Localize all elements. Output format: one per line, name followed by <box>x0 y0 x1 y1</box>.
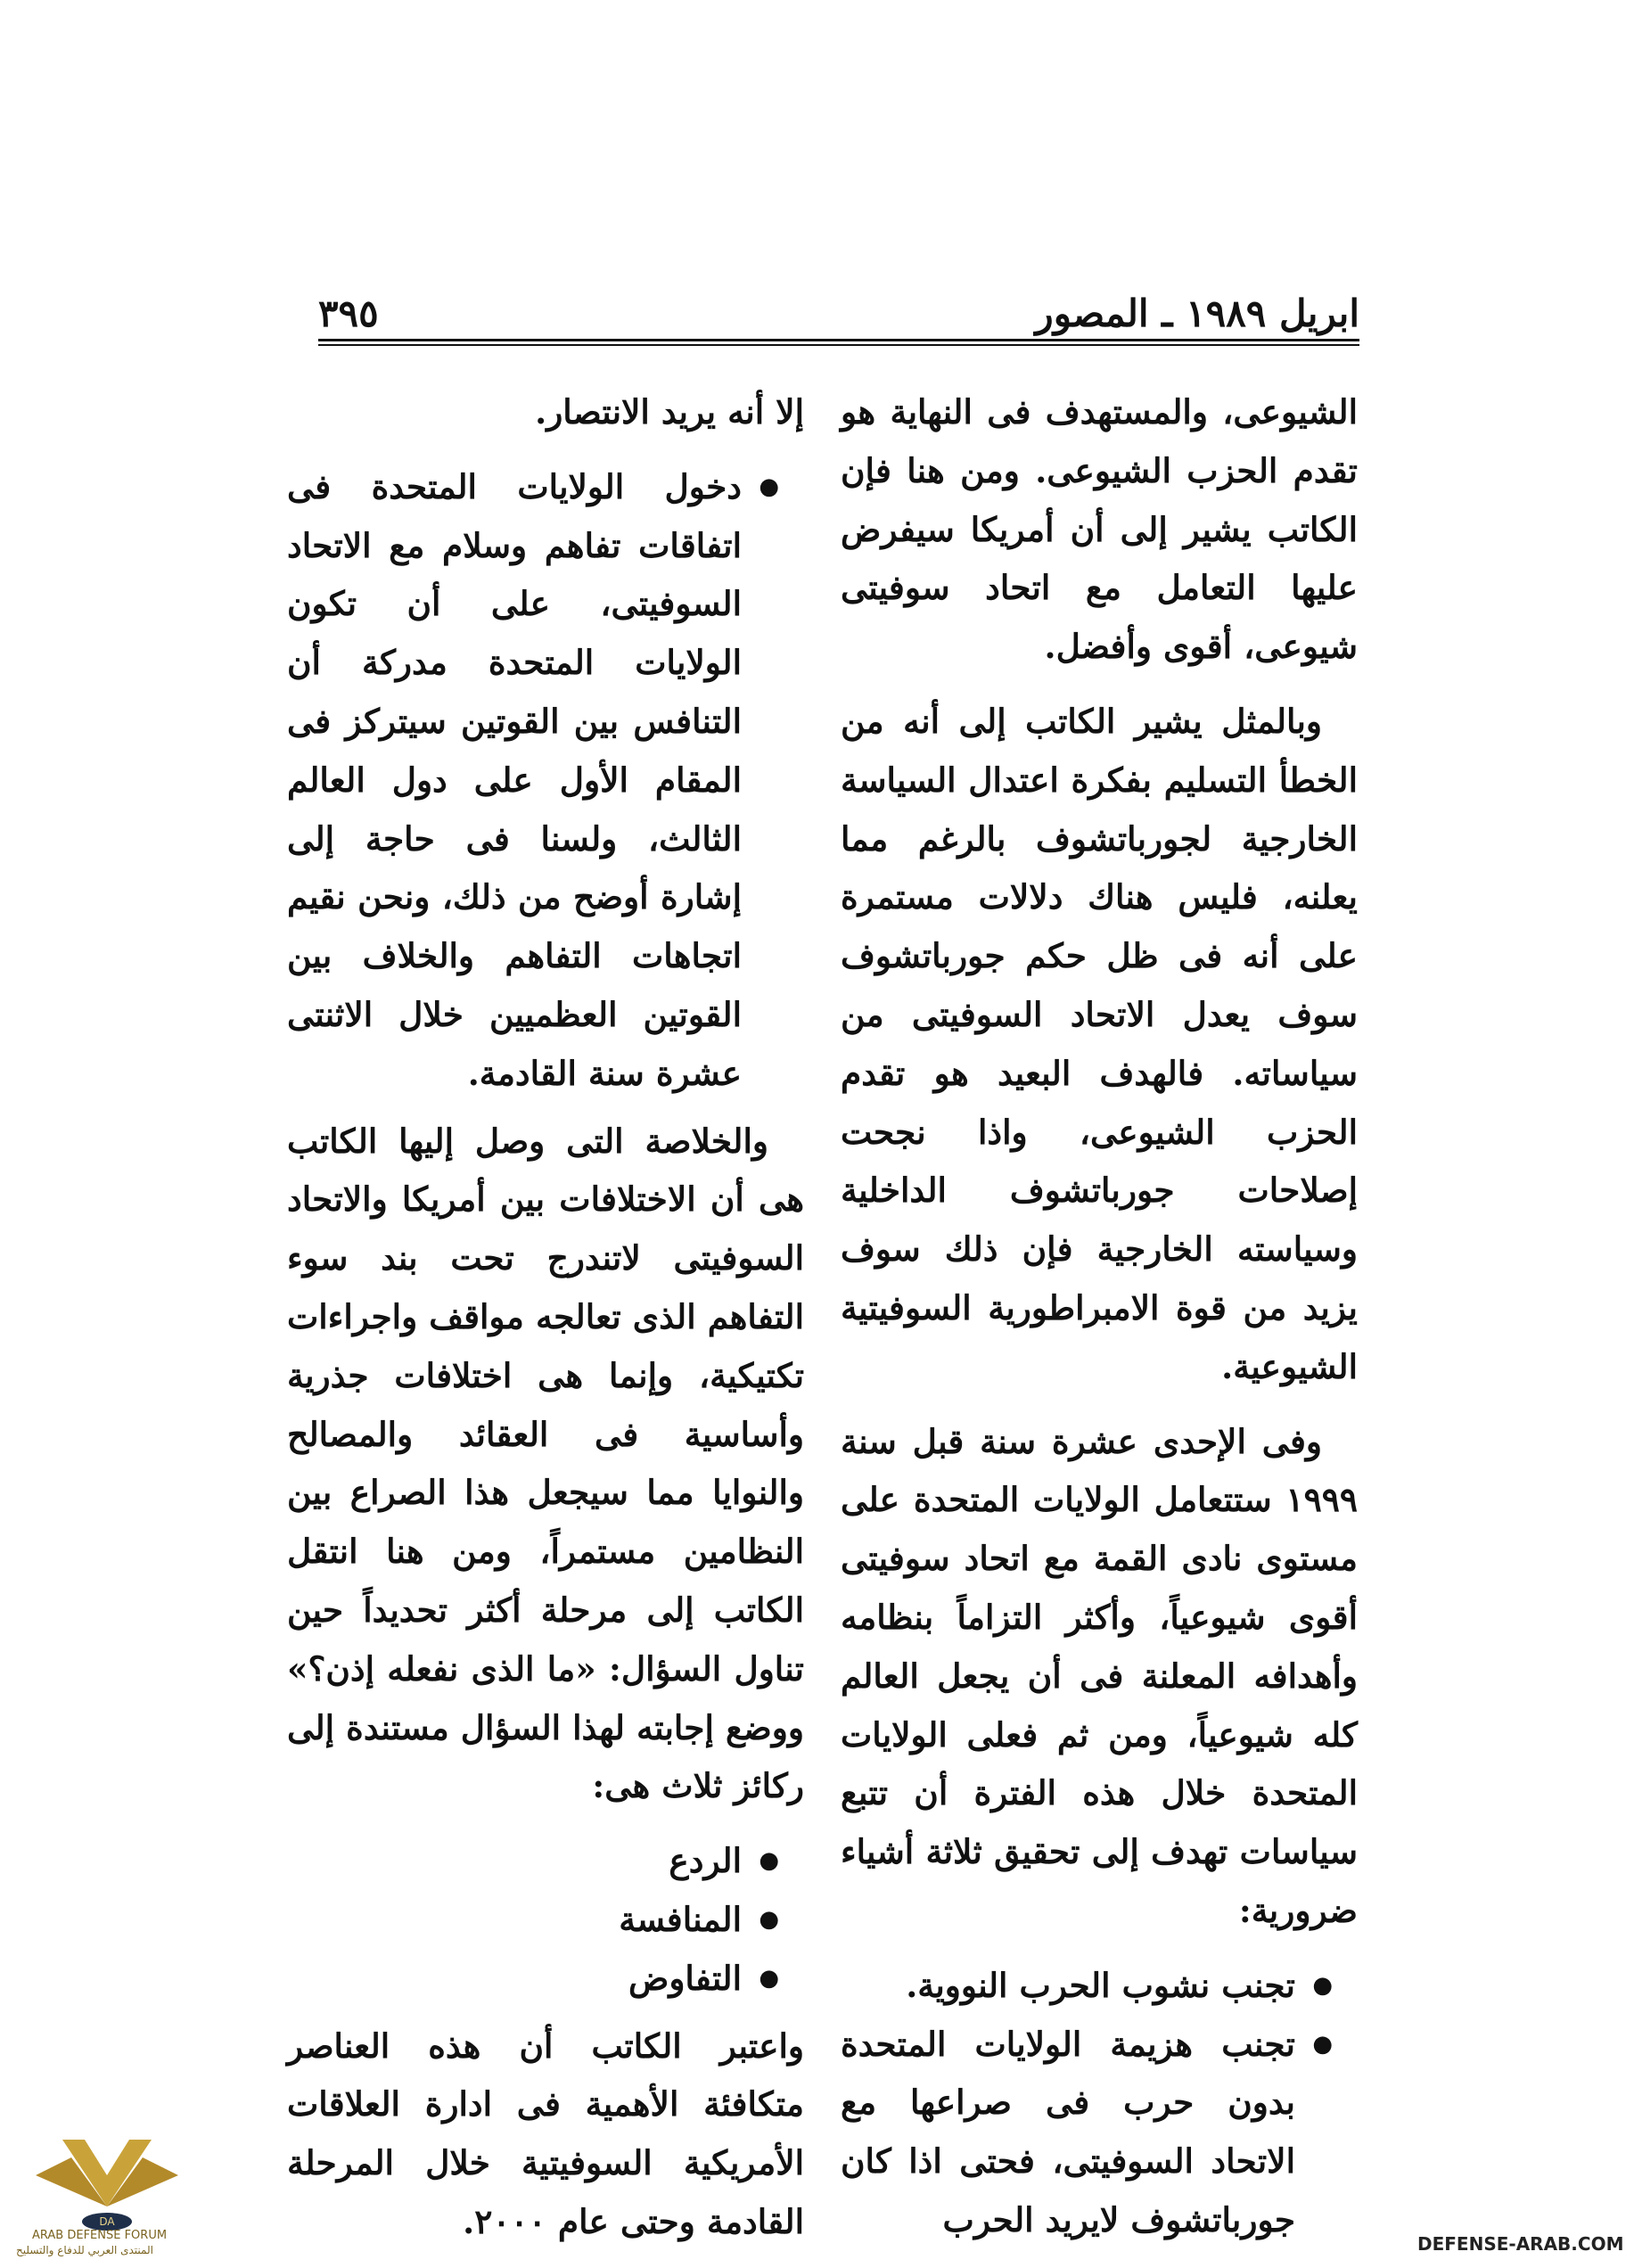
pillar-item: ● التفاوض <box>287 1950 804 2009</box>
logo-badge: DA <box>99 2215 115 2228</box>
running-title: ابريل ١٩٨٩ ـ المصور <box>1035 292 1359 335</box>
pillar-item: ● الردع <box>287 1832 804 1891</box>
page-number: ٣٩٥ <box>318 292 379 335</box>
paragraph-4: والخلاصة التى وصل إليها الكاتب هى أن الاختلافات بين أمريكا والاتحاد السوفيتى لاتندرج تحت بند سوء التفاهم الذى تعالجه مواقف واجراءات تكتيكية، وإنما هى اختلافات جذرية وأساسية فى العقائد والمصالح والنوايا مما سيجعل هذا الصراع بين النظامين مستمراً، ومن هنا انتقل الكاتب إلى مرحلة أكثر تحديداً حين تناول السؤال: «ما الذى نفعله إذن؟» ووضع إجابته لهذا السؤال مستندة إلى ركائز ثلاث هى: <box>287 1121 804 1806</box>
goal-item-2: ● تجنب هزيمة الولايات المتحدة بدون حرب فى صراعها مع الاتحاد السوفيتى، فحتى اذا كان جورباتشوف لايريد الحرب <box>841 2016 1358 2250</box>
pillars-list <box>287 1832 804 2008</box>
paragraph-2: وبالمثل يشير الكاتب إلى أنه من الخطأ التسليم بفكرة اعتدال السياسة الخارجية لجورباتشوف بالرغم مما يعلنه، فليس هناك دلالات مستمرة على أنه فى ظل حكم جورباتشوف سوف يعدل الاتحاد السوفيتى من سياساته. فالهدف البعيد هو تقدم الحزب الشيوعى، واذا نجحت إصلاحات جورباتشوف الداخلية وسياسته الخارجية فإن ذلك سوف يزيد من قوة الامبراطورية السوفيتية الشيوعية. <box>841 701 1358 1386</box>
goal-item-3: ● دخول الولايات المتحدة فى اتفاقات تفاهم وسلام مع الاتحاد السوفيتى، على أن تكون الولايات المتحدة مدركة أن التنافس بين القوتين سيتركز فى المقام الأول على دول العالم الثالث، ولسنا فى حاجة إلى إشارة أوضح من ذلك، ونحن نقيم اتجاهات التفاهم والخلاف بين القوتين العظميين خلال الاثنتى عشرة سنة القادمة. <box>287 458 804 1104</box>
goal-item-1: ● تجنب نشوب الحرب النووية. <box>841 1957 1358 2016</box>
paragraph-3: وفى الإحدى عشرة سنة قبل سنة ١٩٩٩ ستتعامل الولايات المتحدة على مستوى نادى القمة مع اتحاد سوفيتى أقوى شيوعياً، وأكثر التزاماً بنظامه وأهدافه المعلنة فى أن يجعل العالم كله شيوعياً، ومن ثم فعلى الولايات المتحدة خلال هذه الفترة أن تتبع سياسات تهدف إلى تحقيق ثلاثة أشياء ضرورية: <box>841 1421 1358 1930</box>
paragraph-continued: إلا أنه يريد الانتصار. <box>535 392 804 431</box>
goals-list <box>841 1957 1358 2250</box>
paragraph-1: الشيوعى، والمستهدف فى النهاية هو تقدم الحزب الشيوعى. ومن هنا فإن الكاتب يشير إلى أن أمريكا سيفرض عليها التعامل مع اتحاد سوفيتى شيوعى، أقوى وأفضل. <box>841 392 1358 667</box>
site-watermark: DEFENSE-ARAB.COM <box>1417 2233 1624 2255</box>
goals-list-continued <box>287 458 804 1104</box>
paragraph-5: واعتبر الكاتب أن هذه العناصر متكافئة الأهمية فى ادارة العلاقات الأمريكية السوفيتية خلال المرحلة القادمة وحتى عام ٢٠٠٠. <box>287 2026 804 2241</box>
right-column <box>841 383 1358 2259</box>
logo-caption: ARAB DEFENSE FORUM <box>32 2229 168 2242</box>
header-rule-thin <box>318 344 1359 346</box>
header-rule <box>318 339 1359 341</box>
logo-subcaption: المنتدى العربي للدفاع والتسليح <box>16 2244 153 2256</box>
pillar-item: ● المنافسة <box>287 1891 804 1950</box>
left-column <box>287 383 804 2268</box>
page-header <box>318 282 1359 335</box>
